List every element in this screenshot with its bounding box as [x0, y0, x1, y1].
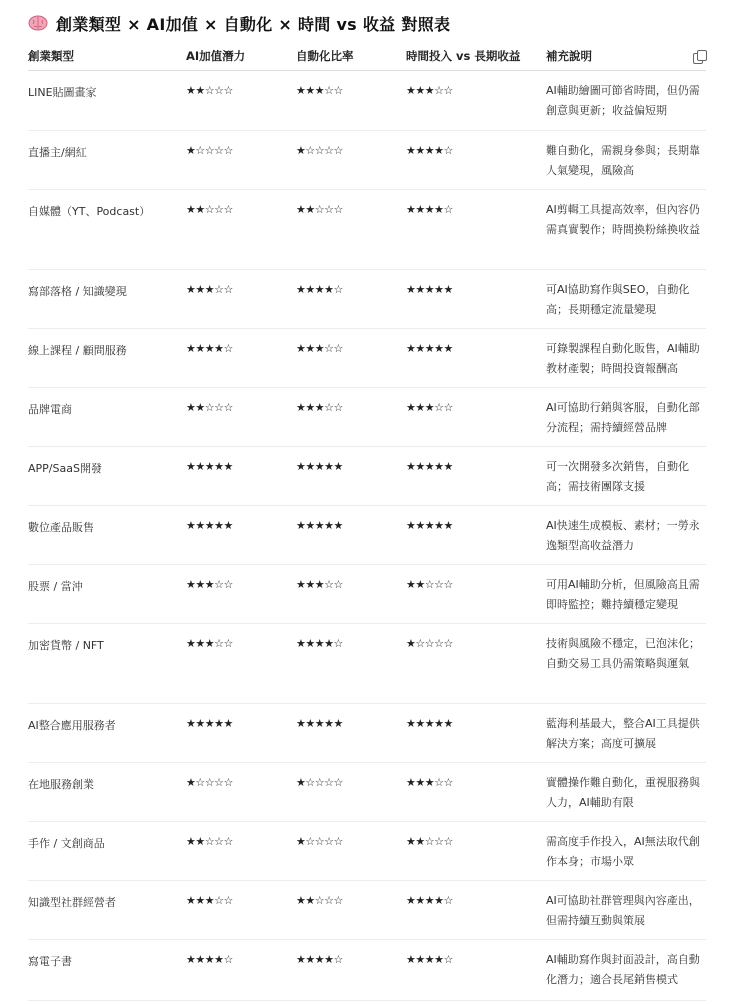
row-auto-stars: ★★★☆☆ [296, 401, 343, 414]
row-type: 品牌電商 [28, 403, 72, 416]
row-type: 股票 / 當沖 [28, 580, 83, 593]
row-ai-stars: ★★★★☆ [186, 342, 233, 355]
row-time-stars: ★★★★☆ [406, 203, 453, 216]
header-time: 時間投入 vs 長期收益 [406, 49, 521, 63]
row-note: AI輔助寫作與封面設計，高自動化潛力；適合長尾銷售模式 [546, 953, 700, 986]
row-time-stars: ★★☆☆☆ [406, 835, 453, 848]
row-note: 難自動化，需親身參與；長期靠人氣變現，風險高 [546, 144, 700, 177]
row-ai-stars: ★★★☆☆ [186, 637, 233, 650]
table-row [28, 624, 706, 704]
row-type: 直播主/網紅 [28, 146, 87, 159]
row-type: 在地服務創業 [28, 778, 94, 791]
table-row [28, 270, 706, 329]
row-time-stars: ★★★★☆ [406, 144, 453, 157]
brain-icon [28, 15, 48, 31]
row-note: AI可協助行銷與客服，自動化部分流程；需持續經營品牌 [546, 401, 700, 434]
header-note-cell [546, 48, 706, 64]
table-row [28, 822, 706, 881]
row-ai-stars: ★★★★★ [186, 460, 233, 473]
row-auto-stars: ★★☆☆☆ [296, 894, 343, 907]
table-row [28, 506, 706, 565]
row-ai-stars: ★★★★☆ [186, 953, 233, 966]
row-note: AI剪輯工具提高效率，但內容仍需真實製作；時間換粉絲換收益 [546, 203, 700, 236]
header-auto: 自動化比率 [296, 49, 354, 63]
row-note: AI可協助社群管理與內容產出，但需持續互動與策展 [546, 894, 700, 927]
copy-icon[interactable] [693, 50, 706, 63]
row-type: 自媒體（YT、Podcast） [28, 205, 151, 218]
row-time-stars: ★★★★☆ [406, 953, 453, 966]
table-row [28, 704, 706, 763]
row-ai-stars: ★★★★★ [186, 717, 233, 730]
row-note: 可一次開發多次銷售，自動化高；需技術團隊支援 [546, 460, 689, 493]
row-type: 線上課程 / 顧問服務 [28, 344, 127, 357]
row-ai-stars: ★☆☆☆☆ [186, 776, 233, 789]
row-time-stars: ★★★☆☆ [406, 776, 453, 789]
row-time-stars: ★★★★★ [406, 717, 453, 730]
row-auto-stars: ★★★★☆ [296, 637, 343, 650]
row-auto-stars: ★☆☆☆☆ [296, 776, 343, 789]
row-ai-stars: ★★★☆☆ [186, 283, 233, 296]
row-time-stars: ★★★★★ [406, 342, 453, 355]
row-time-stars: ★★★☆☆ [406, 401, 453, 414]
row-time-stars: ★☆☆☆☆ [406, 637, 453, 650]
row-ai-stars: ★★★☆☆ [186, 578, 233, 591]
table-row [28, 940, 706, 1001]
row-type: 數位產品販售 [28, 521, 94, 534]
table-row [28, 881, 706, 940]
table-row [28, 763, 706, 822]
row-ai-stars: ★★☆☆☆ [186, 401, 233, 414]
row-auto-stars: ★★★☆☆ [296, 84, 343, 97]
row-auto-stars: ★★☆☆☆ [296, 203, 343, 216]
row-time-stars: ★★★★★ [406, 519, 453, 532]
row-ai-stars: ★★☆☆☆ [186, 203, 233, 216]
row-type: 寫電子書 [28, 955, 72, 968]
table-header [28, 42, 706, 71]
row-type: 手作 / 文創商品 [28, 837, 105, 850]
table-row [28, 329, 706, 388]
table-row [28, 190, 706, 270]
row-type: AI整合應用服務者 [28, 719, 116, 732]
row-auto-stars: ★★★★☆ [296, 283, 343, 296]
row-note: AI輔助繪圖可節省時間，但仍需創意與更新；收益偏短期 [546, 84, 700, 117]
header-type: 創業類型 [28, 49, 74, 63]
table-body [28, 71, 706, 1001]
row-time-stars: ★★★☆☆ [406, 84, 453, 97]
row-ai-stars: ★★★☆☆ [186, 894, 233, 907]
row-note: 可用AI輔助分析，但風險高且需即時監控；難持續穩定變現 [546, 578, 700, 611]
row-time-stars: ★★★★☆ [406, 894, 453, 907]
table-row [28, 565, 706, 624]
table-row [28, 131, 706, 190]
page-title-bar [28, 10, 450, 36]
table-row [28, 71, 706, 131]
header-note: 補充說明 [546, 49, 592, 63]
row-auto-stars: ★★★★★ [296, 460, 343, 473]
row-note: 可錄製課程自動化販售，AI輔助教材產製；時間投資報酬高 [546, 342, 700, 375]
row-note: 實體操作難自動化，重視服務與人力，AI輔助有限 [546, 776, 700, 809]
row-time-stars: ★★☆☆☆ [406, 578, 453, 591]
row-ai-stars: ★★☆☆☆ [186, 835, 233, 848]
row-auto-stars: ★★★☆☆ [296, 578, 343, 591]
row-time-stars: ★★★★★ [406, 283, 453, 296]
row-auto-stars: ★☆☆☆☆ [296, 144, 343, 157]
table-row [28, 388, 706, 447]
row-ai-stars: ★★★★★ [186, 519, 233, 532]
row-note: 可AI協助寫作與SEO，自動化高；長期穩定流量變現 [546, 283, 690, 316]
row-note: 技術與風險不穩定，已泡沫化；自動交易工具仍需策略與運氣 [546, 637, 700, 670]
row-type: 加密貨幣 / NFT [28, 639, 104, 652]
row-type: 寫部落格 / 知識變現 [28, 285, 127, 298]
row-auto-stars: ★★★★★ [296, 717, 343, 730]
row-type: 知識型社群經營者 [28, 896, 116, 909]
row-type: LINE貼圖畫家 [28, 86, 97, 99]
row-note: 需高度手作投入，AI無法取代創作本身；市場小眾 [546, 835, 700, 868]
row-auto-stars: ★★★★★ [296, 519, 343, 532]
page-title: 創業類型 × AI加值 × 自動化 × 時間 vs 收益 對照表 [56, 14, 451, 34]
row-note: AI快速生成模板、素材；一勞永逸類型高收益潛力 [546, 519, 700, 552]
table-row [28, 447, 706, 506]
row-auto-stars: ★☆☆☆☆ [296, 835, 343, 848]
comparison-table [28, 42, 706, 1001]
row-type: APP/SaaS開發 [28, 462, 102, 475]
row-ai-stars: ★☆☆☆☆ [186, 144, 233, 157]
header-ai: AI加值潛力 [186, 49, 246, 63]
row-ai-stars: ★★☆☆☆ [186, 84, 233, 97]
row-note: 藍海利基最大，整合AI工具提供解決方案；高度可擴展 [546, 717, 700, 750]
row-auto-stars: ★★★☆☆ [296, 342, 343, 355]
row-time-stars: ★★★★★ [406, 460, 453, 473]
row-auto-stars: ★★★★☆ [296, 953, 343, 966]
